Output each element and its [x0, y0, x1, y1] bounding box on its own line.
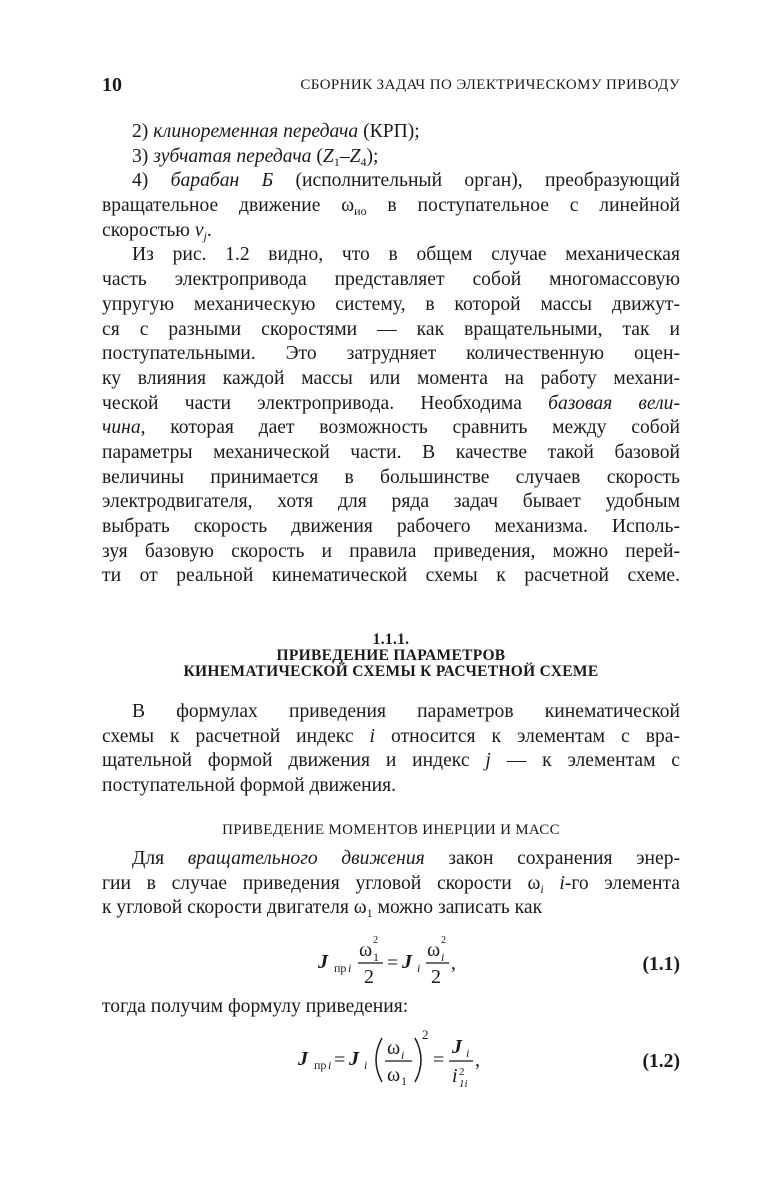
svg-text:J: J	[349, 1048, 359, 1070]
page-header	[102, 74, 680, 98]
svg-text:ω: ω	[387, 1037, 401, 1059]
svg-text:ω: ω	[427, 939, 441, 961]
svg-text:1: 1	[373, 950, 379, 964]
svg-text:i: i	[328, 1058, 332, 1072]
para2-line: щательной формой движения и индекс j — к элементам с	[102, 750, 681, 772]
section-title-line2: КИНЕМАТИЧЕСКОЙ СХЕМЫ К РАСЧЕТНОЙ СХЕМЕ	[183, 663, 599, 680]
para1-line: величины принимается в большинстве случаев скорость	[102, 466, 680, 488]
svg-text:i: i	[452, 1065, 458, 1087]
section-number: 1.1.1.	[372, 631, 410, 648]
svg-text:i: i	[466, 1046, 470, 1060]
svg-text:J: J	[452, 1036, 462, 1058]
svg-text:2: 2	[373, 935, 378, 946]
list-item-4-line3: скоростью $v_j$.	[102, 219, 212, 243]
para1-line: Из рис. 1.2 видно, что в общем случае механическая	[132, 244, 680, 266]
paragraph-after-eq1: тогда получим формулу приведения:	[102, 996, 409, 1017]
svg-text:i: i	[441, 950, 445, 964]
para1-line: зуя базовую скорость и правила приведения, можно перей-	[102, 540, 680, 562]
para1-line: электродвигателя, хотя для ряда задач бывает удобным	[102, 491, 680, 513]
para2-line: схемы к расчетной индекс i относится к элементам с вра-	[102, 725, 681, 747]
subsection-heading: ПРИВЕДЕНИЕ МОМЕНТОВ ИНЕРЦИИ И МАСС	[222, 822, 560, 838]
svg-text:,: ,	[475, 1049, 480, 1071]
svg-text:=: =	[433, 1049, 445, 1071]
svg-text:J: J	[298, 1048, 308, 1070]
list-item-4: 4) барабан Б (исполнительный орган), преобразующий	[132, 170, 681, 192]
para2-line: поступательной формой движения.	[102, 775, 397, 797]
svg-text:J: J	[318, 951, 328, 973]
para1-line: ку влияния каждой массы или момента на работу механи-	[102, 367, 680, 389]
svg-text:пр: пр	[334, 961, 347, 975]
para1-line: ся с разными скоростями — как вращательными, так и	[102, 318, 680, 340]
svg-text:1i: 1i	[459, 1078, 468, 1090]
para1-line: упругую механическую систему, в которой массы движут-	[102, 293, 680, 315]
svg-text:,: ,	[451, 952, 456, 974]
para1-line: ти от реальной кинематической схемы к расчетной схеме.	[102, 565, 680, 587]
svg-text:ω: ω	[359, 939, 373, 961]
para1-line: выбрать скорость движения рабочего механизма. Исполь-	[102, 516, 680, 537]
page-number: 10	[102, 74, 122, 96]
equation-1-1-number: (1.1)	[642, 954, 680, 975]
svg-text:ω: ω	[387, 1064, 401, 1086]
para3-line: к угловой скорости двигателя $\omega_1$ можно записать как	[102, 897, 543, 921]
para3-line: гии в случае приведения угловой скорости $\omega_i$ i-го элемента	[102, 872, 680, 896]
para1-line: параметры механической части. В качестве такой базовой	[102, 441, 680, 463]
svg-text:2: 2	[459, 1066, 465, 1078]
svg-text:2: 2	[441, 935, 446, 946]
para1-line: ческой части электропривода. Необходима базовая вели-	[102, 392, 681, 414]
svg-text:пр: пр	[314, 1058, 327, 1072]
equation-1-2	[102, 1027, 680, 1097]
svg-text:=: =	[334, 1049, 346, 1071]
svg-text:i: i	[364, 1058, 368, 1072]
para1-line: поступательными. Это затрудняет количественную оцен-	[102, 343, 680, 365]
para1-line: часть электропривода представляет собой многомассовую	[102, 269, 680, 291]
para1-line: чина, которая дает возможность сравнить между собой	[102, 417, 680, 439]
list-item-3: 3) зубчатая передача $(Z_1-Z_4)$;	[132, 145, 379, 169]
svg-text:2: 2	[364, 966, 374, 988]
section-title-line1: ПРИВЕДЕНИЕ ПАРАМЕТРОВ	[276, 647, 506, 664]
equation-1-2-number: (1.2)	[642, 1051, 680, 1072]
equation-1-1	[102, 930, 680, 990]
svg-text:J: J	[402, 951, 412, 973]
list-item-4-line2: вращательное движение $\omega_{ио}$ в поступательное с линейной	[102, 195, 680, 219]
svg-text:2: 2	[431, 966, 441, 988]
section-heading	[102, 632, 680, 680]
para2-line: В формулах приведения параметров кинематической	[132, 701, 680, 722]
svg-text:i: i	[417, 961, 421, 975]
svg-text:i: i	[348, 961, 352, 975]
paragraph-rotation	[102, 847, 680, 921]
paragraph-indices	[102, 700, 680, 799]
svg-text:=: =	[387, 952, 399, 974]
body-text-top	[102, 120, 680, 589]
para3-line: Для вращательного движения закон сохранения энер-	[132, 848, 681, 869]
equation-1-2-graphic	[102, 1027, 502, 1097]
equation-1-1-graphic	[102, 930, 502, 990]
list-item-2: 2) клиноременная передача (КРП);	[132, 121, 420, 142]
svg-text:2: 2	[422, 1027, 429, 1042]
running-title: СБОРНИК ЗАДАЧ ПО ЭЛЕКТРИЧЕСКОМУ ПРИВОДУ	[300, 77, 680, 93]
svg-text:1: 1	[401, 1074, 407, 1088]
svg-text:i: i	[401, 1048, 405, 1062]
